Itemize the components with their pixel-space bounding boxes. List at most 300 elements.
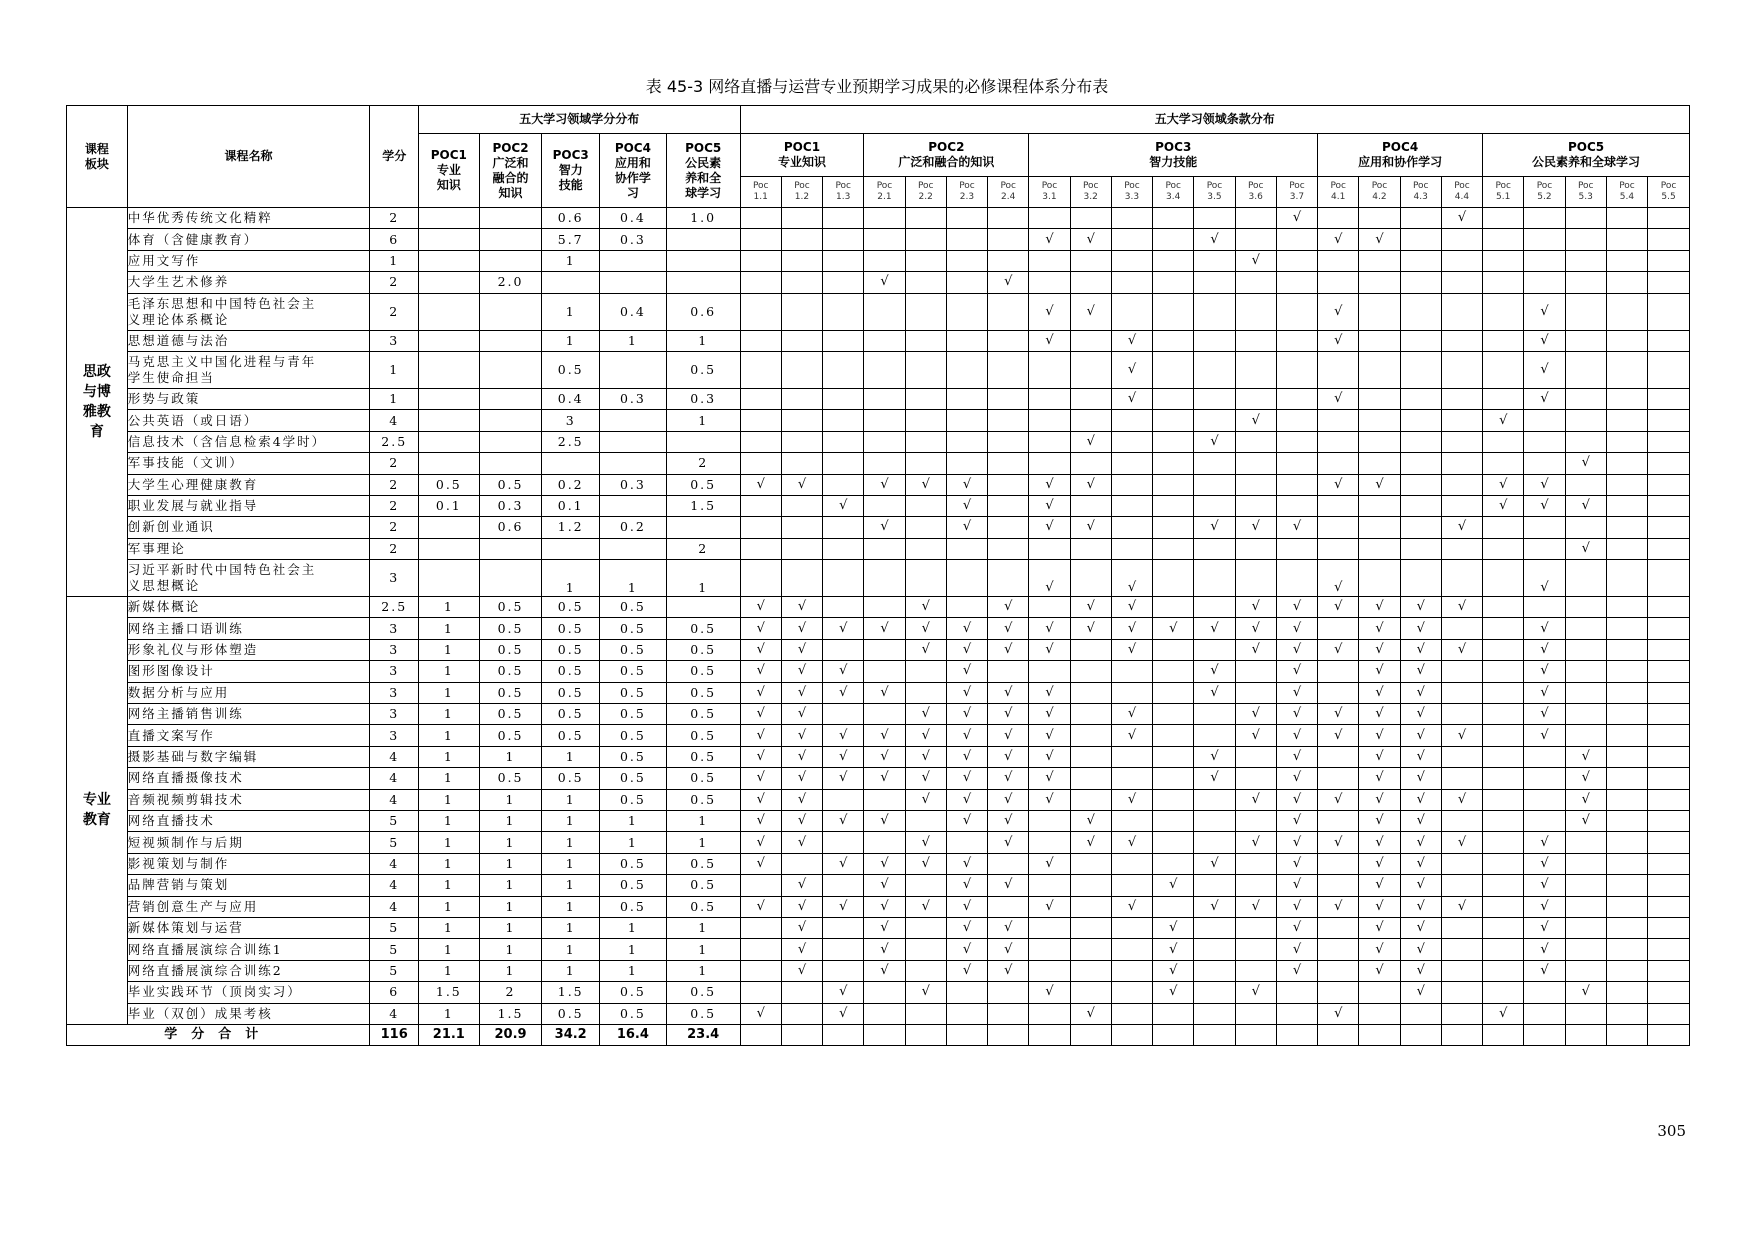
clause-cell bbox=[1483, 597, 1524, 618]
clause-cell bbox=[1441, 351, 1482, 388]
check-mark: √ bbox=[1565, 982, 1606, 1003]
course-credit: 2 bbox=[370, 517, 419, 538]
check-mark: √ bbox=[1070, 597, 1111, 618]
check-mark: √ bbox=[1400, 896, 1441, 917]
check-mark: √ bbox=[1565, 810, 1606, 831]
clause-cell bbox=[1070, 704, 1111, 725]
check-mark: √ bbox=[1318, 474, 1359, 495]
clause-cell bbox=[1194, 960, 1235, 981]
clause-cell bbox=[1194, 597, 1235, 618]
clause-cell bbox=[1070, 789, 1111, 810]
check-mark: √ bbox=[988, 725, 1029, 746]
clause-cell bbox=[864, 1024, 905, 1045]
clause-cell bbox=[1400, 208, 1441, 229]
check-mark: √ bbox=[1029, 682, 1070, 703]
clause-cell bbox=[1153, 351, 1194, 388]
credit-dist-cell: 1 bbox=[666, 810, 740, 831]
clause-cell bbox=[1648, 661, 1690, 682]
clause-cell bbox=[864, 538, 905, 559]
clause-cell bbox=[1111, 431, 1152, 452]
credit-dist-cell: 1 bbox=[542, 250, 600, 271]
clause-cell bbox=[823, 597, 864, 618]
course-credit: 2 bbox=[370, 208, 419, 229]
check-mark: √ bbox=[1235, 639, 1276, 660]
check-mark: √ bbox=[1153, 939, 1194, 960]
clause-cell bbox=[781, 250, 822, 271]
clause-cell bbox=[1606, 272, 1647, 293]
check-mark: √ bbox=[1029, 704, 1070, 725]
check-mark: √ bbox=[1359, 875, 1400, 896]
credit-dist-cell: 1 bbox=[600, 939, 667, 960]
credit-dist-cell: 2.5 bbox=[542, 431, 600, 452]
clause-cell bbox=[946, 272, 987, 293]
check-mark: √ bbox=[1235, 789, 1276, 810]
clause-cell bbox=[1606, 388, 1647, 409]
clause-cell bbox=[1111, 810, 1152, 831]
credit-dist-cell: 1 bbox=[542, 853, 600, 874]
credit-dist-cell: 0.5 bbox=[542, 639, 600, 660]
clause-cell bbox=[1111, 746, 1152, 767]
clause-cell bbox=[1483, 875, 1524, 896]
clause-cell bbox=[946, 538, 987, 559]
clause-cell bbox=[1153, 704, 1194, 725]
credit-dist-cell: 1 bbox=[666, 560, 740, 597]
clause-cell bbox=[1070, 746, 1111, 767]
clause-cell bbox=[988, 388, 1029, 409]
credit-dist-cell: 0.3 bbox=[666, 388, 740, 409]
clause-cell bbox=[1483, 939, 1524, 960]
check-mark: √ bbox=[988, 768, 1029, 789]
clause-cell bbox=[1235, 538, 1276, 559]
clause-cell bbox=[1318, 538, 1359, 559]
clause-cell bbox=[1606, 789, 1647, 810]
check-mark: √ bbox=[1070, 810, 1111, 831]
clause-cell bbox=[823, 560, 864, 597]
clause-cell bbox=[1153, 229, 1194, 250]
clause-cell bbox=[1565, 250, 1606, 271]
clause-cell bbox=[1648, 875, 1690, 896]
check-mark: √ bbox=[1359, 639, 1400, 660]
check-mark: √ bbox=[988, 746, 1029, 767]
check-mark: √ bbox=[740, 810, 781, 831]
clause-cell bbox=[1400, 388, 1441, 409]
clause-cell bbox=[1400, 330, 1441, 351]
check-mark: √ bbox=[946, 939, 987, 960]
check-mark: √ bbox=[1524, 682, 1565, 703]
course-credit: 2 bbox=[370, 272, 419, 293]
check-mark: √ bbox=[946, 768, 987, 789]
clause-cell bbox=[1235, 917, 1276, 938]
table-row bbox=[67, 495, 1690, 516]
clause-cell bbox=[1029, 388, 1070, 409]
clause-cell bbox=[823, 789, 864, 810]
clause-cell bbox=[1235, 453, 1276, 474]
check-mark: √ bbox=[988, 597, 1029, 618]
table-row bbox=[67, 560, 1690, 597]
credit-dist-cell: 0.3 bbox=[600, 229, 667, 250]
clause-cell bbox=[1153, 1024, 1194, 1045]
clause-cell bbox=[1606, 250, 1647, 271]
check-mark: √ bbox=[905, 597, 946, 618]
clause-cell bbox=[823, 517, 864, 538]
table-row bbox=[67, 229, 1690, 250]
table-row bbox=[67, 618, 1690, 639]
clause-cell bbox=[1070, 768, 1111, 789]
clause-cell bbox=[1359, 272, 1400, 293]
check-mark: √ bbox=[988, 682, 1029, 703]
check-mark: √ bbox=[1400, 960, 1441, 981]
clause-cell bbox=[781, 431, 822, 452]
clause-cell bbox=[1235, 495, 1276, 516]
credit-dist-cell: 0.3 bbox=[600, 474, 667, 495]
clause-cell bbox=[1029, 1003, 1070, 1024]
check-mark: √ bbox=[781, 917, 822, 938]
check-mark: √ bbox=[1318, 1003, 1359, 1024]
credit-dist-cell: 1.2 bbox=[542, 517, 600, 538]
clause-cell bbox=[1070, 410, 1111, 431]
clause-cell bbox=[1400, 1024, 1441, 1045]
clause-cell bbox=[740, 410, 781, 431]
clause-cell bbox=[1648, 896, 1690, 917]
check-mark: √ bbox=[1276, 875, 1317, 896]
clause-cell bbox=[1606, 517, 1647, 538]
clause-cell bbox=[740, 538, 781, 559]
clause-cell bbox=[1441, 293, 1482, 330]
clause-cell bbox=[1565, 661, 1606, 682]
check-mark: √ bbox=[864, 768, 905, 789]
credit-header: 学分 bbox=[370, 106, 419, 208]
check-mark: √ bbox=[1359, 810, 1400, 831]
clause-sub-header: Poc 5.4 bbox=[1606, 177, 1647, 208]
check-mark: √ bbox=[1524, 293, 1565, 330]
clause-cell bbox=[1235, 875, 1276, 896]
course-name: 应用文写作 bbox=[127, 250, 370, 271]
credit-dist-cell: 1 bbox=[600, 810, 667, 831]
clause-cell bbox=[1483, 538, 1524, 559]
credit-dist-cell: 0.5 bbox=[666, 725, 740, 746]
credit-dist-cell: 1 bbox=[542, 896, 600, 917]
credit-dist-cell bbox=[479, 560, 542, 597]
clause-cell bbox=[905, 495, 946, 516]
check-mark: √ bbox=[1565, 495, 1606, 516]
clause-cell bbox=[740, 939, 781, 960]
clause-cell bbox=[1606, 495, 1647, 516]
clause-cell bbox=[823, 939, 864, 960]
clause-group-header: POC3 智力技能 bbox=[1029, 134, 1318, 177]
clause-cell bbox=[781, 293, 822, 330]
clause-cell bbox=[1524, 538, 1565, 559]
course-credit: 4 bbox=[370, 768, 419, 789]
clause-cell bbox=[781, 208, 822, 229]
credit-dist-cell: 0.5 bbox=[542, 597, 600, 618]
clause-sub-header: Poc 3.2 bbox=[1070, 177, 1111, 208]
check-mark: √ bbox=[1318, 229, 1359, 250]
clause-cell bbox=[1400, 560, 1441, 597]
clause-cell bbox=[1153, 560, 1194, 597]
clause-cell bbox=[1111, 410, 1152, 431]
clause-cell bbox=[1441, 810, 1482, 831]
credit-dist-cell bbox=[479, 229, 542, 250]
clause-cell bbox=[1029, 1024, 1070, 1045]
total-row bbox=[67, 1024, 1690, 1045]
credit-dist-cell: 1 bbox=[418, 618, 479, 639]
check-mark: √ bbox=[946, 639, 987, 660]
clause-cell bbox=[1648, 474, 1690, 495]
clause-sub-header: Poc 2.1 bbox=[864, 177, 905, 208]
clause-cell bbox=[946, 832, 987, 853]
clause-cell bbox=[1441, 853, 1482, 874]
check-mark: √ bbox=[946, 474, 987, 495]
clause-cell bbox=[1483, 896, 1524, 917]
clause-cell bbox=[905, 960, 946, 981]
clause-cell bbox=[1606, 351, 1647, 388]
table-row bbox=[67, 661, 1690, 682]
clause-cell bbox=[781, 388, 822, 409]
course-credit: 1 bbox=[370, 351, 419, 388]
credit-dist-cell bbox=[418, 351, 479, 388]
clause-cell bbox=[864, 661, 905, 682]
check-mark: √ bbox=[781, 725, 822, 746]
clause-cell bbox=[740, 453, 781, 474]
check-mark: √ bbox=[905, 474, 946, 495]
clause-cell bbox=[905, 538, 946, 559]
check-mark: √ bbox=[1359, 917, 1400, 938]
course-name: 军事理论 bbox=[127, 538, 370, 559]
clause-cell bbox=[905, 410, 946, 431]
credit-dist-cell: 0.5 bbox=[600, 597, 667, 618]
check-mark: √ bbox=[905, 618, 946, 639]
credit-dist-cell: 1 bbox=[666, 330, 740, 351]
credit-dist-cell: 0.5 bbox=[600, 725, 667, 746]
clause-cell bbox=[1565, 330, 1606, 351]
check-mark: √ bbox=[864, 853, 905, 874]
course-name: 网络直播展演综合训练1 bbox=[127, 939, 370, 960]
clause-cell bbox=[988, 1003, 1029, 1024]
clause-cell bbox=[1318, 682, 1359, 703]
credit-dist-cell bbox=[479, 330, 542, 351]
clause-cell bbox=[1276, 330, 1317, 351]
clause-cell bbox=[1276, 1003, 1317, 1024]
clause-cell bbox=[1483, 853, 1524, 874]
clause-cell bbox=[1606, 682, 1647, 703]
clause-cell bbox=[1235, 388, 1276, 409]
check-mark: √ bbox=[1276, 746, 1317, 767]
clause-cell bbox=[1483, 704, 1524, 725]
clause-cell bbox=[1441, 682, 1482, 703]
check-mark: √ bbox=[1524, 917, 1565, 938]
credit-dist-cell bbox=[600, 431, 667, 452]
check-mark: √ bbox=[1359, 853, 1400, 874]
clause-cell bbox=[1648, 330, 1690, 351]
clause-cell bbox=[864, 208, 905, 229]
clause-cell bbox=[988, 661, 1029, 682]
clause-cell bbox=[905, 517, 946, 538]
clause-cell bbox=[1565, 1024, 1606, 1045]
clause-cell bbox=[1400, 229, 1441, 250]
clause-sub-header: Poc 5.3 bbox=[1565, 177, 1606, 208]
check-mark: √ bbox=[740, 896, 781, 917]
clause-cell bbox=[988, 250, 1029, 271]
clause-cell bbox=[946, 453, 987, 474]
clause-cell bbox=[781, 853, 822, 874]
check-mark: √ bbox=[1029, 293, 1070, 330]
clause-cell bbox=[1111, 661, 1152, 682]
clause-cell bbox=[1524, 597, 1565, 618]
check-mark: √ bbox=[864, 618, 905, 639]
credit-dist-cell: 0.5 bbox=[666, 661, 740, 682]
credit-dist-cell: 1 bbox=[418, 639, 479, 660]
check-mark: √ bbox=[1318, 704, 1359, 725]
clause-cell bbox=[823, 229, 864, 250]
credit-dist-cell: 0.3 bbox=[600, 388, 667, 409]
check-mark: √ bbox=[988, 789, 1029, 810]
credit-dist-cell: 0.5 bbox=[600, 639, 667, 660]
course-name: 新媒体概论 bbox=[127, 597, 370, 618]
credit-dist-cell: 1 bbox=[666, 939, 740, 960]
check-mark: √ bbox=[740, 661, 781, 682]
clause-cell bbox=[1483, 517, 1524, 538]
clause-cell bbox=[1111, 229, 1152, 250]
check-mark: √ bbox=[740, 682, 781, 703]
total-dist-cell: 16.4 bbox=[600, 1024, 667, 1045]
clause-cell bbox=[1153, 746, 1194, 767]
clause-cell bbox=[1441, 330, 1482, 351]
clause-cell bbox=[1276, 388, 1317, 409]
check-mark: √ bbox=[1276, 768, 1317, 789]
course-credit: 3 bbox=[370, 639, 419, 660]
clause-cell bbox=[946, 1003, 987, 1024]
clause-cell bbox=[1565, 853, 1606, 874]
clause-cell bbox=[1483, 639, 1524, 660]
clause-cell bbox=[946, 982, 987, 1003]
check-mark: √ bbox=[1194, 853, 1235, 874]
clause-cell bbox=[1648, 618, 1690, 639]
clause-cell bbox=[1153, 768, 1194, 789]
clause-cell bbox=[988, 293, 1029, 330]
clause-cell bbox=[1235, 682, 1276, 703]
clause-cell bbox=[946, 597, 987, 618]
clause-cell bbox=[1441, 875, 1482, 896]
page-number: 305 bbox=[1657, 1122, 1686, 1140]
check-mark: √ bbox=[905, 639, 946, 660]
check-mark: √ bbox=[1070, 832, 1111, 853]
clause-cell bbox=[1029, 960, 1070, 981]
credit-dist-cell: 1 bbox=[542, 789, 600, 810]
clause-cell bbox=[1070, 250, 1111, 271]
check-mark: √ bbox=[1111, 704, 1152, 725]
check-mark: √ bbox=[1111, 896, 1152, 917]
check-mark: √ bbox=[781, 639, 822, 660]
clause-cell bbox=[1235, 768, 1276, 789]
clause-cell bbox=[1235, 431, 1276, 452]
check-mark: √ bbox=[946, 495, 987, 516]
check-mark: √ bbox=[1235, 832, 1276, 853]
credit-dist-cell: 0.5 bbox=[542, 682, 600, 703]
credit-dist-cell: 0.5 bbox=[542, 351, 600, 388]
credit-dist-cell: 1 bbox=[542, 960, 600, 981]
course-credit: 6 bbox=[370, 982, 419, 1003]
check-mark: √ bbox=[781, 875, 822, 896]
clause-cell bbox=[823, 832, 864, 853]
total-label: 学分合计 bbox=[67, 1024, 370, 1045]
clause-cell bbox=[1318, 661, 1359, 682]
credit-dist-cell: 0.5 bbox=[542, 618, 600, 639]
clause-cell bbox=[823, 960, 864, 981]
table-row bbox=[67, 896, 1690, 917]
clause-cell bbox=[1359, 1024, 1400, 1045]
check-mark: √ bbox=[1235, 597, 1276, 618]
clause-cell bbox=[1565, 832, 1606, 853]
check-mark: √ bbox=[905, 832, 946, 853]
check-mark: √ bbox=[1359, 229, 1400, 250]
course-credit: 2 bbox=[370, 538, 419, 559]
table-row bbox=[67, 453, 1690, 474]
credit-dist-cell bbox=[666, 431, 740, 452]
clause-cell bbox=[1194, 704, 1235, 725]
credit-dist-cell: 0.5 bbox=[542, 725, 600, 746]
check-mark: √ bbox=[823, 682, 864, 703]
clause-cell bbox=[1070, 495, 1111, 516]
clause-cell bbox=[1359, 388, 1400, 409]
credit-dist-cell: 1 bbox=[479, 896, 542, 917]
course-credit: 4 bbox=[370, 896, 419, 917]
check-mark: √ bbox=[988, 917, 1029, 938]
course-name: 马克思主义中国化进程与青年 学生使命担当 bbox=[127, 351, 370, 388]
clause-cell bbox=[781, 330, 822, 351]
check-mark: √ bbox=[1194, 618, 1235, 639]
clause-cell bbox=[1194, 939, 1235, 960]
clause-cell bbox=[1359, 410, 1400, 431]
table-row bbox=[67, 517, 1690, 538]
credit-dist-cell: 1 bbox=[600, 917, 667, 938]
check-mark: √ bbox=[1070, 293, 1111, 330]
clause-cell bbox=[823, 474, 864, 495]
clause-cell bbox=[1276, 1024, 1317, 1045]
clause-cell bbox=[1606, 917, 1647, 938]
course-credit: 3 bbox=[370, 682, 419, 703]
clause-cell bbox=[823, 250, 864, 271]
check-mark: √ bbox=[864, 939, 905, 960]
credit-dist-cell: 1 bbox=[418, 746, 479, 767]
clause-cell bbox=[988, 896, 1029, 917]
clause-cell bbox=[781, 1024, 822, 1045]
check-mark: √ bbox=[1235, 704, 1276, 725]
check-mark: √ bbox=[1276, 639, 1317, 660]
check-mark: √ bbox=[781, 682, 822, 703]
check-mark: √ bbox=[1524, 351, 1565, 388]
check-mark: √ bbox=[1524, 832, 1565, 853]
credit-dist-cell: 1 bbox=[418, 661, 479, 682]
check-mark: √ bbox=[905, 853, 946, 874]
clause-cell bbox=[1648, 853, 1690, 874]
clause-cell bbox=[905, 939, 946, 960]
course-name: 摄影基础与数字编辑 bbox=[127, 746, 370, 767]
credit-dist-cell bbox=[600, 250, 667, 271]
credit-dist-cell bbox=[418, 229, 479, 250]
credit-dist-cell: 1 bbox=[418, 875, 479, 896]
credit-dist-cell bbox=[418, 453, 479, 474]
clause-cell bbox=[1441, 250, 1482, 271]
clause-cell bbox=[823, 410, 864, 431]
clause-cell bbox=[1194, 917, 1235, 938]
clause-cell bbox=[988, 453, 1029, 474]
clause-cell bbox=[1235, 351, 1276, 388]
clause-cell bbox=[1359, 453, 1400, 474]
clause-cell bbox=[1648, 982, 1690, 1003]
clause-cell bbox=[1029, 810, 1070, 831]
credit-dist-cell: 0.5 bbox=[666, 746, 740, 767]
clause-cell bbox=[1153, 453, 1194, 474]
